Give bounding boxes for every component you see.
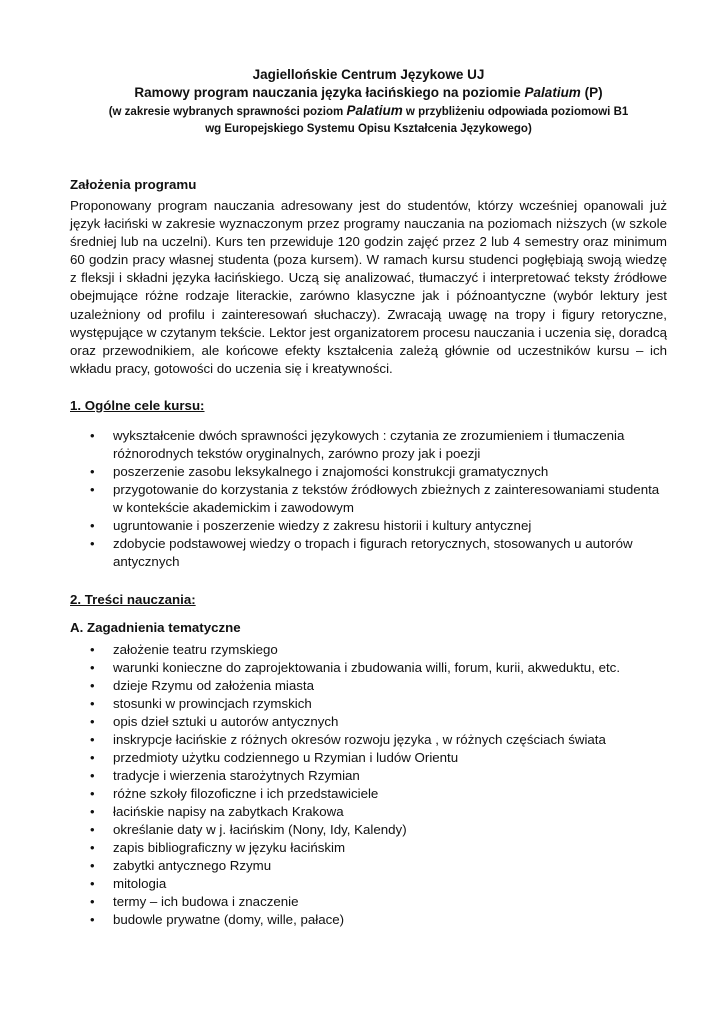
section-cele <box>70 397 667 571</box>
program-level-code: (P) <box>580 85 603 100</box>
list-item-text: przedmioty użytku codziennego u Rzymian i ludów Orientu <box>113 750 459 765</box>
program-title <box>70 84 667 102</box>
program-level: Palatium <box>524 85 581 100</box>
list-item-text: założenie teatru rzymskiego <box>113 642 278 657</box>
list-item <box>70 731 667 749</box>
bullet: • <box>90 464 95 479</box>
bullet: • <box>90 750 95 765</box>
bullet: • <box>90 840 95 855</box>
bullet: • <box>90 642 95 657</box>
bullet: • <box>90 660 95 675</box>
list-item <box>70 535 667 571</box>
list-item-text: tradycje i wierzenia starożytnych Rzymian <box>113 768 360 783</box>
list-item-text: budowle prywatne (domy, wille, pałace) <box>113 912 345 927</box>
list-item <box>70 785 667 803</box>
list-item-text: opis dzieł sztuki u autorów antycznych <box>113 714 339 729</box>
bullet: • <box>90 428 95 443</box>
list-item-text: zapis bibliograficzny w języku łacińskim <box>113 840 346 855</box>
section-paragraph: Proponowany program nauczania adresowany jest do studentów, którzy wcześniej opanowali już język łaciński w zakresie wyznaczonym przez programy nauczania na poziomach niższych (w szkole średniej lub na uczelni). Kurs ten przewiduje 120 godzin zajęć przez 2 lub 4 semestry oraz minimum 60 godzin pracy własnej studenta (poza kursem). W ramach kursu studenci pogłębiają swoją wiedzę z fleksji i składni języka łacińskiego. Uczą się analizować, tłumaczyć i interpretować teksty źródłowe obejmujące różne rodzaje literackie, zarówno klasyczne jak i późnoantyczne (wybór lektury jest uzależniony od profilu i zainteresowań słuchaczy). Zwracają uwagę na tropy i figury retoryczne, występujące w czytanym tekście. Lektor jest organizatorem procesu nauczania i uczenia się, doradcą oraz przewodnikiem, ale końcowe efekty kształcenia zależą głównie od uczestników kursu – ich wkładu pracy, gotowości do uczenia się i kreatywności. <box>70 198 667 376</box>
bullet: • <box>90 678 95 693</box>
list-item-text: przygotowanie do korzystania z tekstów źródłowych zbieżnych z zainteresowaniami studenta w kontekście akademickim i zawodowym <box>113 482 660 515</box>
topics-list <box>70 641 667 929</box>
list-item-text: zdobycie podstawowej wiedzy o tropach i figurach retorycznych, stosowanych u autorów antycznych <box>113 536 633 569</box>
list-item-text: warunki konieczne do zaprojektowania i zbudowania willi, forum, kurii, akweduktu, etc. <box>113 660 621 675</box>
bullet: • <box>90 822 95 837</box>
subtitle-text-2: w przybliżeniu odpowiada poziomowi B1 <box>402 106 629 118</box>
subtitle-text: (w zakresie wybranych sprawności poziom <box>108 106 347 118</box>
list-item <box>70 713 667 731</box>
bullet: • <box>90 732 95 747</box>
list-item <box>70 821 667 839</box>
bullet: • <box>90 518 95 533</box>
list-item <box>70 839 667 857</box>
section-heading: Założenia programu <box>70 177 197 192</box>
goals-list <box>70 427 667 571</box>
bullet: • <box>90 482 95 497</box>
list-item <box>70 749 667 767</box>
program-subtitle-2: wg Europejskiego Systemu Opisu Kształcenia Językowego) <box>205 123 532 135</box>
bullet: • <box>90 536 95 551</box>
list-item <box>70 875 667 893</box>
list-item-text: różne szkoły filozoficzne i ich przedstawiciele <box>113 786 379 801</box>
section-zalozenia <box>70 176 667 378</box>
list-item-text: poszerzenie zasobu leksykalnego i znajomości konstrukcji gramatycznych <box>113 464 549 479</box>
list-item-text: zabytki antycznego Rzymu <box>113 858 272 873</box>
list-item-text: mitologia <box>113 876 167 891</box>
list-item-text: inskrypcje łacińskie z różnych okresów rozwoju języka , w różnych częściach świata <box>113 732 606 747</box>
list-item <box>70 677 667 695</box>
bullet: • <box>90 804 95 819</box>
bullet: • <box>90 876 95 891</box>
list-item-text: określanie daty w j. łacińskim (Nony, Idy, Kalendy) <box>113 822 407 837</box>
list-item-text: ugruntowanie i poszerzenie wiedzy z zakresu historii i kultury antycznej <box>113 518 532 533</box>
list-item <box>70 803 667 821</box>
list-item-text: stosunki w prowincjach rzymskich <box>113 696 312 711</box>
list-item <box>70 893 667 911</box>
list-item <box>70 911 667 929</box>
list-item <box>70 695 667 713</box>
document-header <box>70 66 667 138</box>
section-heading: 2. Treści nauczania: <box>70 592 196 607</box>
list-item <box>70 517 667 535</box>
bullet: • <box>90 768 95 783</box>
bullet: • <box>90 912 95 927</box>
program-title-text: Ramowy program nauczania języka łacińskiego na poziomie <box>134 85 525 100</box>
bullet: • <box>90 714 95 729</box>
section-tresci <box>70 591 667 929</box>
list-item <box>70 857 667 875</box>
institution-title: Jagiellońskie Centrum Językowe UJ <box>252 67 485 82</box>
bullet: • <box>90 858 95 873</box>
list-item-text: łacińskie napisy na zabytkach Krakowa <box>113 804 344 819</box>
list-item <box>70 659 667 677</box>
subtitle-level: Palatium <box>346 103 403 118</box>
list-item-text: wykształcenie dwóch sprawności językowych : czytania ze zrozumieniem i tłumaczenia różnorodnych tekstów oryginalnych, zarówno prozy jak i poezji <box>113 428 625 461</box>
program-subtitle-1 <box>70 102 667 121</box>
bullet: • <box>90 894 95 909</box>
list-item <box>70 481 667 517</box>
section-subheading: A. Zagadnienia tematyczne <box>70 620 241 635</box>
list-item <box>70 463 667 481</box>
list-item <box>70 641 667 659</box>
bullet: • <box>90 786 95 801</box>
list-item <box>70 767 667 785</box>
section-heading: 1. Ogólne cele kursu: <box>70 398 205 413</box>
list-item-text: termy – ich budowa i znaczenie <box>113 894 299 909</box>
list-item <box>70 427 667 463</box>
list-item-text: dzieje Rzymu od założenia miasta <box>113 678 315 693</box>
bullet: • <box>90 696 95 711</box>
